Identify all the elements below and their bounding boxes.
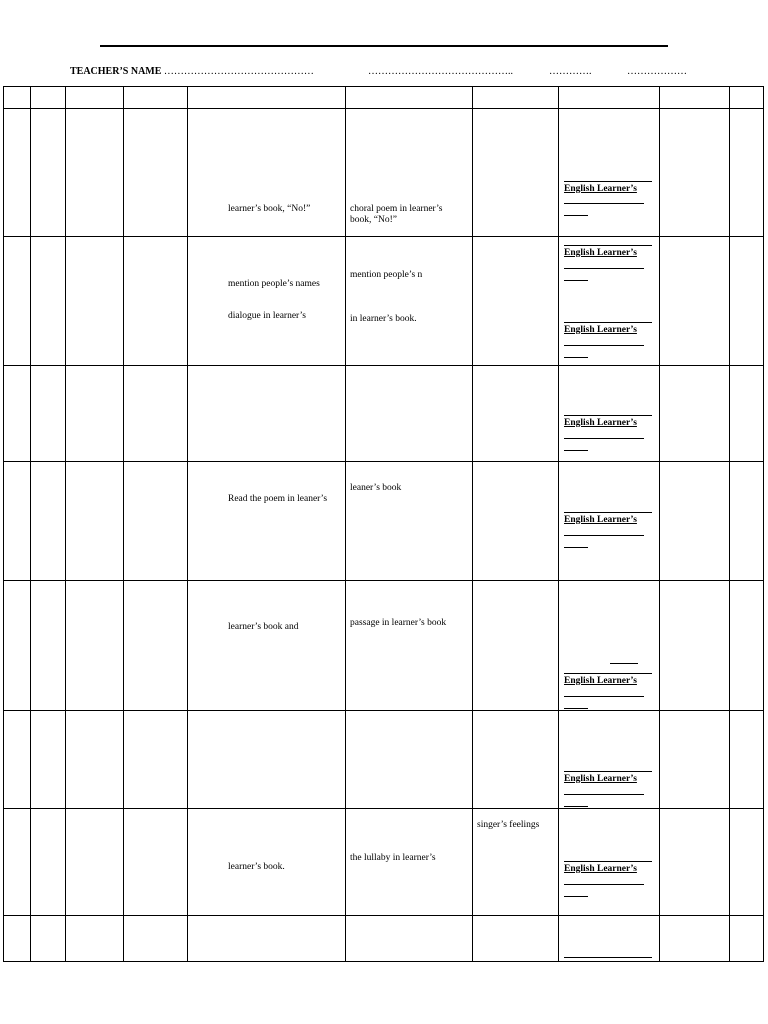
resource-rule [564,708,588,709]
resource-rule [564,181,652,182]
resource-rule [564,884,644,885]
resource-rule [564,957,652,958]
row-line [3,808,764,809]
resource-rule [564,696,644,697]
row1-activities: learner’s book, “No!” [228,204,311,214]
row1-methods-line2: book, “No!” [350,215,397,225]
resource-rule [564,245,652,246]
resource-rule [564,861,652,862]
row1-methods-line1: choral poem in learner’s [350,204,443,214]
row7-resource: English Learner’s [564,864,637,874]
row2-methods-line2: in learner’s book. [350,314,417,324]
resource-rule [564,280,588,281]
resource-rule [564,673,652,674]
col-line [763,86,764,962]
header-dots-4: ……………… [627,66,687,77]
row4-resource: English Learner’s [564,515,637,525]
row2-activities-line2: dialogue in learner’s [228,311,306,321]
resource-rule [564,512,652,513]
row-line [3,915,764,916]
col-line [65,86,66,962]
col-line [659,86,660,962]
row7-activities: learner’s book. [228,862,285,872]
row-line [3,365,764,366]
row3-resource: English Learner’s [564,418,637,428]
row6-resource: English Learner’s [564,774,637,784]
header-dots-2: …………………………………….. [368,66,513,77]
row2-activities-line1: mention people’s names [228,279,320,289]
row4-activities: Read the poem in leaner’s [228,494,328,504]
col-line [187,86,188,962]
resource-rule [564,345,644,346]
row-line [3,580,764,581]
row2-resource-1: English Learner’s [564,248,637,258]
resource-rule [564,794,644,795]
col-line [30,86,31,962]
col-line [123,86,124,962]
resource-rule [564,357,588,358]
row1-resource: English Learner’s [564,184,637,194]
row-line [3,461,764,462]
resource-rule [564,215,588,216]
col-line [3,86,4,962]
resource-rule [564,547,588,548]
row-line [3,108,764,109]
row-line [3,710,764,711]
row7-methods: the lullaby in learner’s [350,853,436,863]
resource-rule [564,415,652,416]
resource-rule [564,896,588,897]
header-dots-3: …………. [549,66,592,77]
resource-rule [564,771,652,772]
row5-resource: English Learner’s [564,676,637,686]
teacher-name-dots: ……………………………………… [163,66,314,77]
resource-rule [564,268,644,269]
col-line [729,86,730,962]
resource-rule [564,322,652,323]
resource-rule [610,663,638,664]
row4-methods: leaner’s book [350,483,402,493]
row7-assessment: singer’s feelings [477,820,540,830]
col-line [345,86,346,962]
row-line [3,236,764,237]
resource-rule [564,450,588,451]
teacher-name-label: TEACHER’S NAME [70,66,162,77]
row2-resource-2: English Learner’s [564,325,637,335]
row5-activities: learner’s book and [228,622,299,632]
resource-rule [564,535,644,536]
resource-rule [564,203,644,204]
row-line [3,961,764,962]
resource-rule [564,438,644,439]
col-line [472,86,473,962]
col-line [558,86,559,962]
resource-rule [564,806,588,807]
row-line [3,86,764,87]
row2-methods-line1: mention people’s n [350,270,423,280]
row5-methods: passage in learner’s book [350,618,447,628]
